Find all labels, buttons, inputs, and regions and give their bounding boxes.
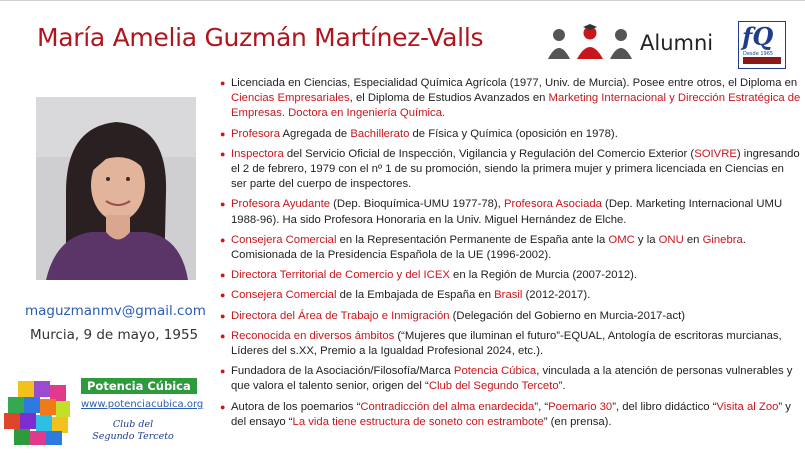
alumni-logo xyxy=(545,23,635,65)
bio-text: ) ingresando el 2 de febrero, 1979 con el nº 1 de su promoción, siendo la primera mujer y primera licenciada en Ciencias en ser parte del cuerpo de inspectores. xyxy=(231,147,800,191)
highlight-text: Contradicción del alma enardecida xyxy=(360,400,535,413)
highlight-text: SOIVRE xyxy=(694,147,737,160)
fq-logo-text: fQ xyxy=(742,22,774,51)
highlight-text: Profesora Ayudante xyxy=(231,198,331,211)
bio-item xyxy=(217,364,802,394)
bullet-icon: ● xyxy=(220,330,226,341)
club-line-2: Segundo Terceto xyxy=(92,431,174,442)
bio-text: . Comisionada de la Presidencia Española de la UE (1996-2002). xyxy=(231,233,746,262)
bio-text: en la Representación Permanente de España ante la xyxy=(336,233,609,246)
bio-item xyxy=(217,288,802,303)
bio-text: en la Región de Murcia (2007-2012). xyxy=(449,269,638,282)
highlight-text: Directora del Área de Trabajo e Inmigración xyxy=(231,309,450,322)
highlight-text: Profesora Asociada xyxy=(503,198,602,211)
potencia-cubica-logo xyxy=(4,381,72,445)
highlight-text: Reconocida en diversos ámbitos xyxy=(231,329,395,342)
bio-text: de Física y Química (oposición en 1978). xyxy=(409,127,618,140)
highlight-text: Club del Segundo Terceto xyxy=(428,380,559,393)
highlight-text: Ginebra xyxy=(702,233,743,246)
bio-text: ”, del libro didáctico “ xyxy=(612,400,717,413)
bio-item xyxy=(217,400,802,430)
bio-item xyxy=(217,268,802,283)
bio-item xyxy=(217,329,802,359)
fq-logo-band xyxy=(743,57,781,64)
highlight-text: Poemario 30 xyxy=(548,400,613,413)
bio-text: y la xyxy=(634,233,659,246)
bio-text: (“Mujeres que iluminan el futuro”-EQUAL, Antología de escritoras murcianas, Líderes del s.XX, Premio a la Igualdad Profesional 2024, etc.). xyxy=(231,329,782,358)
fq-logo xyxy=(738,21,786,69)
highlight-text: Directora Territorial de Comercio y del ICEX xyxy=(231,269,450,282)
bullet-icon: ● xyxy=(220,234,226,245)
bio-text: (Dep. Bioquímica-UMU 1977-78), xyxy=(330,198,504,211)
bio-item xyxy=(217,233,802,263)
highlight-text: Bachillerato xyxy=(350,127,410,140)
bio-text: del Servicio Oficial de Inspección, Vigilancia y Regulación del Comercio Exterior ( xyxy=(283,147,695,160)
bio-text: Fundadora de la Asociación/Filosofía/Marca xyxy=(231,365,454,378)
bio-item xyxy=(217,76,802,122)
bio-text: , el Diploma de Estudios Avanzados en xyxy=(349,92,549,105)
bio-text: (2012-2017). xyxy=(522,289,591,302)
bio-text: ” y del ensayo “ xyxy=(231,400,791,428)
bio-text: ”. xyxy=(558,380,566,393)
alumni-label: Alumni xyxy=(640,31,714,55)
highlight-text: Potencia Cúbica xyxy=(453,365,537,378)
bio-text: (Delegación del Gobierno en Murcia-2017-act) xyxy=(449,309,686,322)
fq-logo-subtext: Desde 1965 xyxy=(743,51,774,57)
bullet-icon: ● xyxy=(220,401,226,412)
bio-text: de la Embajada de España en xyxy=(336,289,495,302)
highlight-text: Consejera Comercial xyxy=(231,289,337,302)
club-line-1: Club del xyxy=(112,419,154,430)
bullet-icon: ● xyxy=(220,366,226,377)
bio-item xyxy=(217,309,802,324)
highlight-text: Profesora xyxy=(231,127,280,140)
page-title: María Amelia Guzmán Martínez-Valls xyxy=(37,23,484,52)
highlight-text: La vida tiene estructura de soneto con estrambote xyxy=(292,415,544,428)
bio-item xyxy=(217,147,802,193)
bullet-icon: ● xyxy=(220,148,226,159)
highlight-text: Consejera Comercial xyxy=(231,233,337,246)
bio-list xyxy=(217,76,802,435)
highlight-text: Ciencias Empresariales xyxy=(231,92,350,105)
bio-item xyxy=(217,197,802,227)
bio-item xyxy=(217,127,802,142)
profile-photo xyxy=(36,97,196,280)
highlight-text: Visita al Zoo xyxy=(716,400,779,413)
bio-text: Autora de los poemarios “ xyxy=(231,400,361,413)
bio-text: (Dep. Marketing Internacional UMU 1988-96). Ha sido Profesora Honoraria en la Univ. Miguel Hernández de Elche. xyxy=(231,198,783,226)
highlight-text: Marketing Internacional y Dirección Estratégica de Empresas. Doctora en Ingeniería Química. xyxy=(231,92,801,120)
highlight-text: ONU xyxy=(658,233,684,246)
bio-text: ” (en prensa). xyxy=(543,415,612,428)
highlight-text: OMC xyxy=(608,233,635,246)
bullet-icon: ● xyxy=(220,310,226,321)
bullet-icon: ● xyxy=(220,290,226,301)
club-segundo-terceto-logo xyxy=(88,419,178,443)
bio-text: Agregada de xyxy=(279,127,351,140)
birth-info: Murcia, 9 de mayo, 1955 xyxy=(30,327,199,343)
potencia-cubica-link[interactable]: www.potenciacubica.org xyxy=(81,399,204,410)
bio-text: Licenciada en Ciencias, Especialidad Química Agrícola (1977, Univ. de Murcia). Posee entre otros, el Diploma en xyxy=(231,77,798,89)
highlight-text: Brasil xyxy=(494,289,523,302)
highlight-text: Inspectora xyxy=(231,147,284,160)
bullet-icon: ● xyxy=(220,199,226,210)
bullet-icon: ● xyxy=(220,78,226,88)
email-link[interactable]: maguzmanmv@gmail.com xyxy=(25,303,206,319)
potencia-cubica-badge: Potencia Cúbica xyxy=(81,378,197,394)
bio-text: en xyxy=(683,233,703,246)
bullet-icon: ● xyxy=(220,128,226,139)
bio-text: , vinculada a la atención de personas vulnerables y que valora el talento senior, origen del “ xyxy=(231,365,793,393)
bio-text: ”, “ xyxy=(534,400,549,413)
bullet-icon: ● xyxy=(220,270,226,281)
